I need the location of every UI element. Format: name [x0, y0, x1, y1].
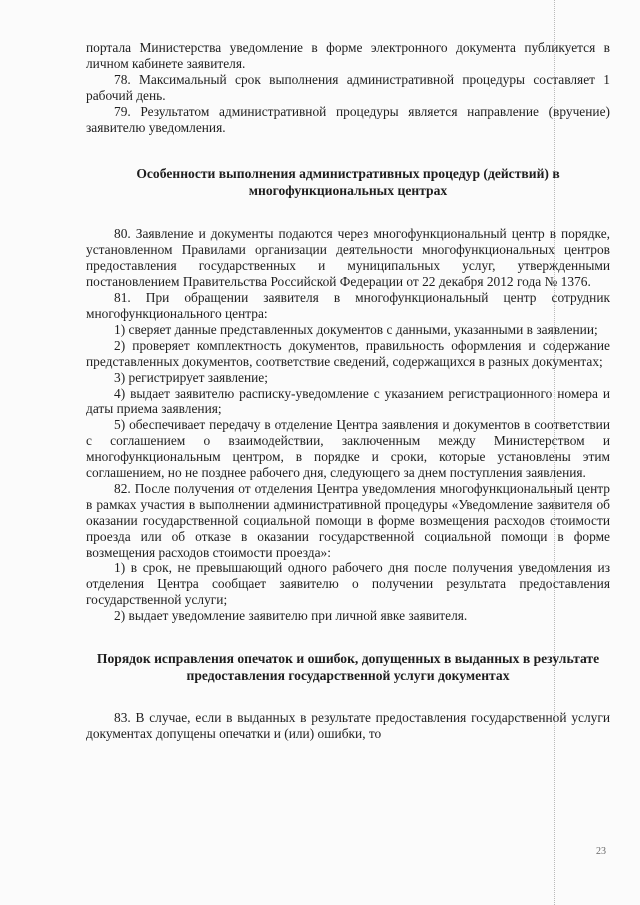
- paragraph: 79. Результатом административной процедуры является направление (вручение) заявителю уведомления.: [86, 103, 610, 135]
- paragraph: 83. В случае, если в выданных в результате предоставления государственной услуги документах допущены опечатки и (или) ошибки, то: [86, 710, 610, 741]
- paragraph: портала Министерства уведомление в форме электронного документа публикуется в личном кабинете заявителя.: [86, 40, 610, 71]
- list-item: 5) обеспечивает передачу в отделение Центра заявления и документов в соответствии с соглашением о взаимодействии, заключенным между Министерством и многофункциональным центром, в порядке и сроки, которые установлены этим соглашением, но не позднее рабочего дня, следующего за днем поступления заявления.: [86, 417, 610, 481]
- page-number: 23: [596, 846, 606, 857]
- section-heading: Особенности выполнения административных процедур (действий) в многофункциональных центрах: [136, 166, 560, 199]
- paragraph: 80. Заявление и документы подаются через многофункциональный центр в порядке, установленном Правилами организации деятельности многофункциональных центров предоставления государственных и муниципальных услуг, утвержденными постановлением Правительства Российской Федерации от 22 декабря 2012 года № 1376.: [86, 226, 610, 290]
- list-item: 1) в срок, не превышающий одного рабочего дня после получения уведомления из отделения Центра сообщает заявителю о получении результата предоставления государственной услуги;: [86, 560, 610, 608]
- paragraph: 78. Максимальный срок выполнения административной процедуры составляет 1 рабочий день.: [86, 71, 610, 103]
- list-item: 3) регистрирует заявление;: [114, 369, 268, 385]
- list-item: 4) выдает заявителю расписку-уведомление с указанием регистрационного номера и даты приема заявления;: [86, 385, 610, 417]
- paragraph: 82. После получения от отделения Центра уведомления многофункциональный центр в рамках участия в выполнении административной процедуры «Уведомление заявителя об оказании государственной социальной помощи в форме возмещения расходов стоимости проезда или об отказе в оказании государственной социальной помощи в форме возмещения расходов стоимости проезда»:: [86, 480, 610, 560]
- paragraph: 81. При обращении заявителя в многофункциональный центр сотрудник многофункционального центра:: [86, 290, 610, 321]
- section-heading: Порядок исправления опечаток и ошибок, допущенных в выданных в результате предоставления государственной услуги документах: [96, 651, 600, 684]
- list-item: 2) выдает уведомление заявителю при личной явке заявителя.: [114, 608, 468, 624]
- list-item: 1) сверяет данные представленных документов с данными, указанными в заявлении;: [114, 321, 598, 337]
- document-body: [86, 40, 610, 742]
- list-item: 2) проверяет комплектность документов, правильность оформления и содержание представленных документов, соответствие сведений, содержащихся в разных документах;: [86, 337, 610, 369]
